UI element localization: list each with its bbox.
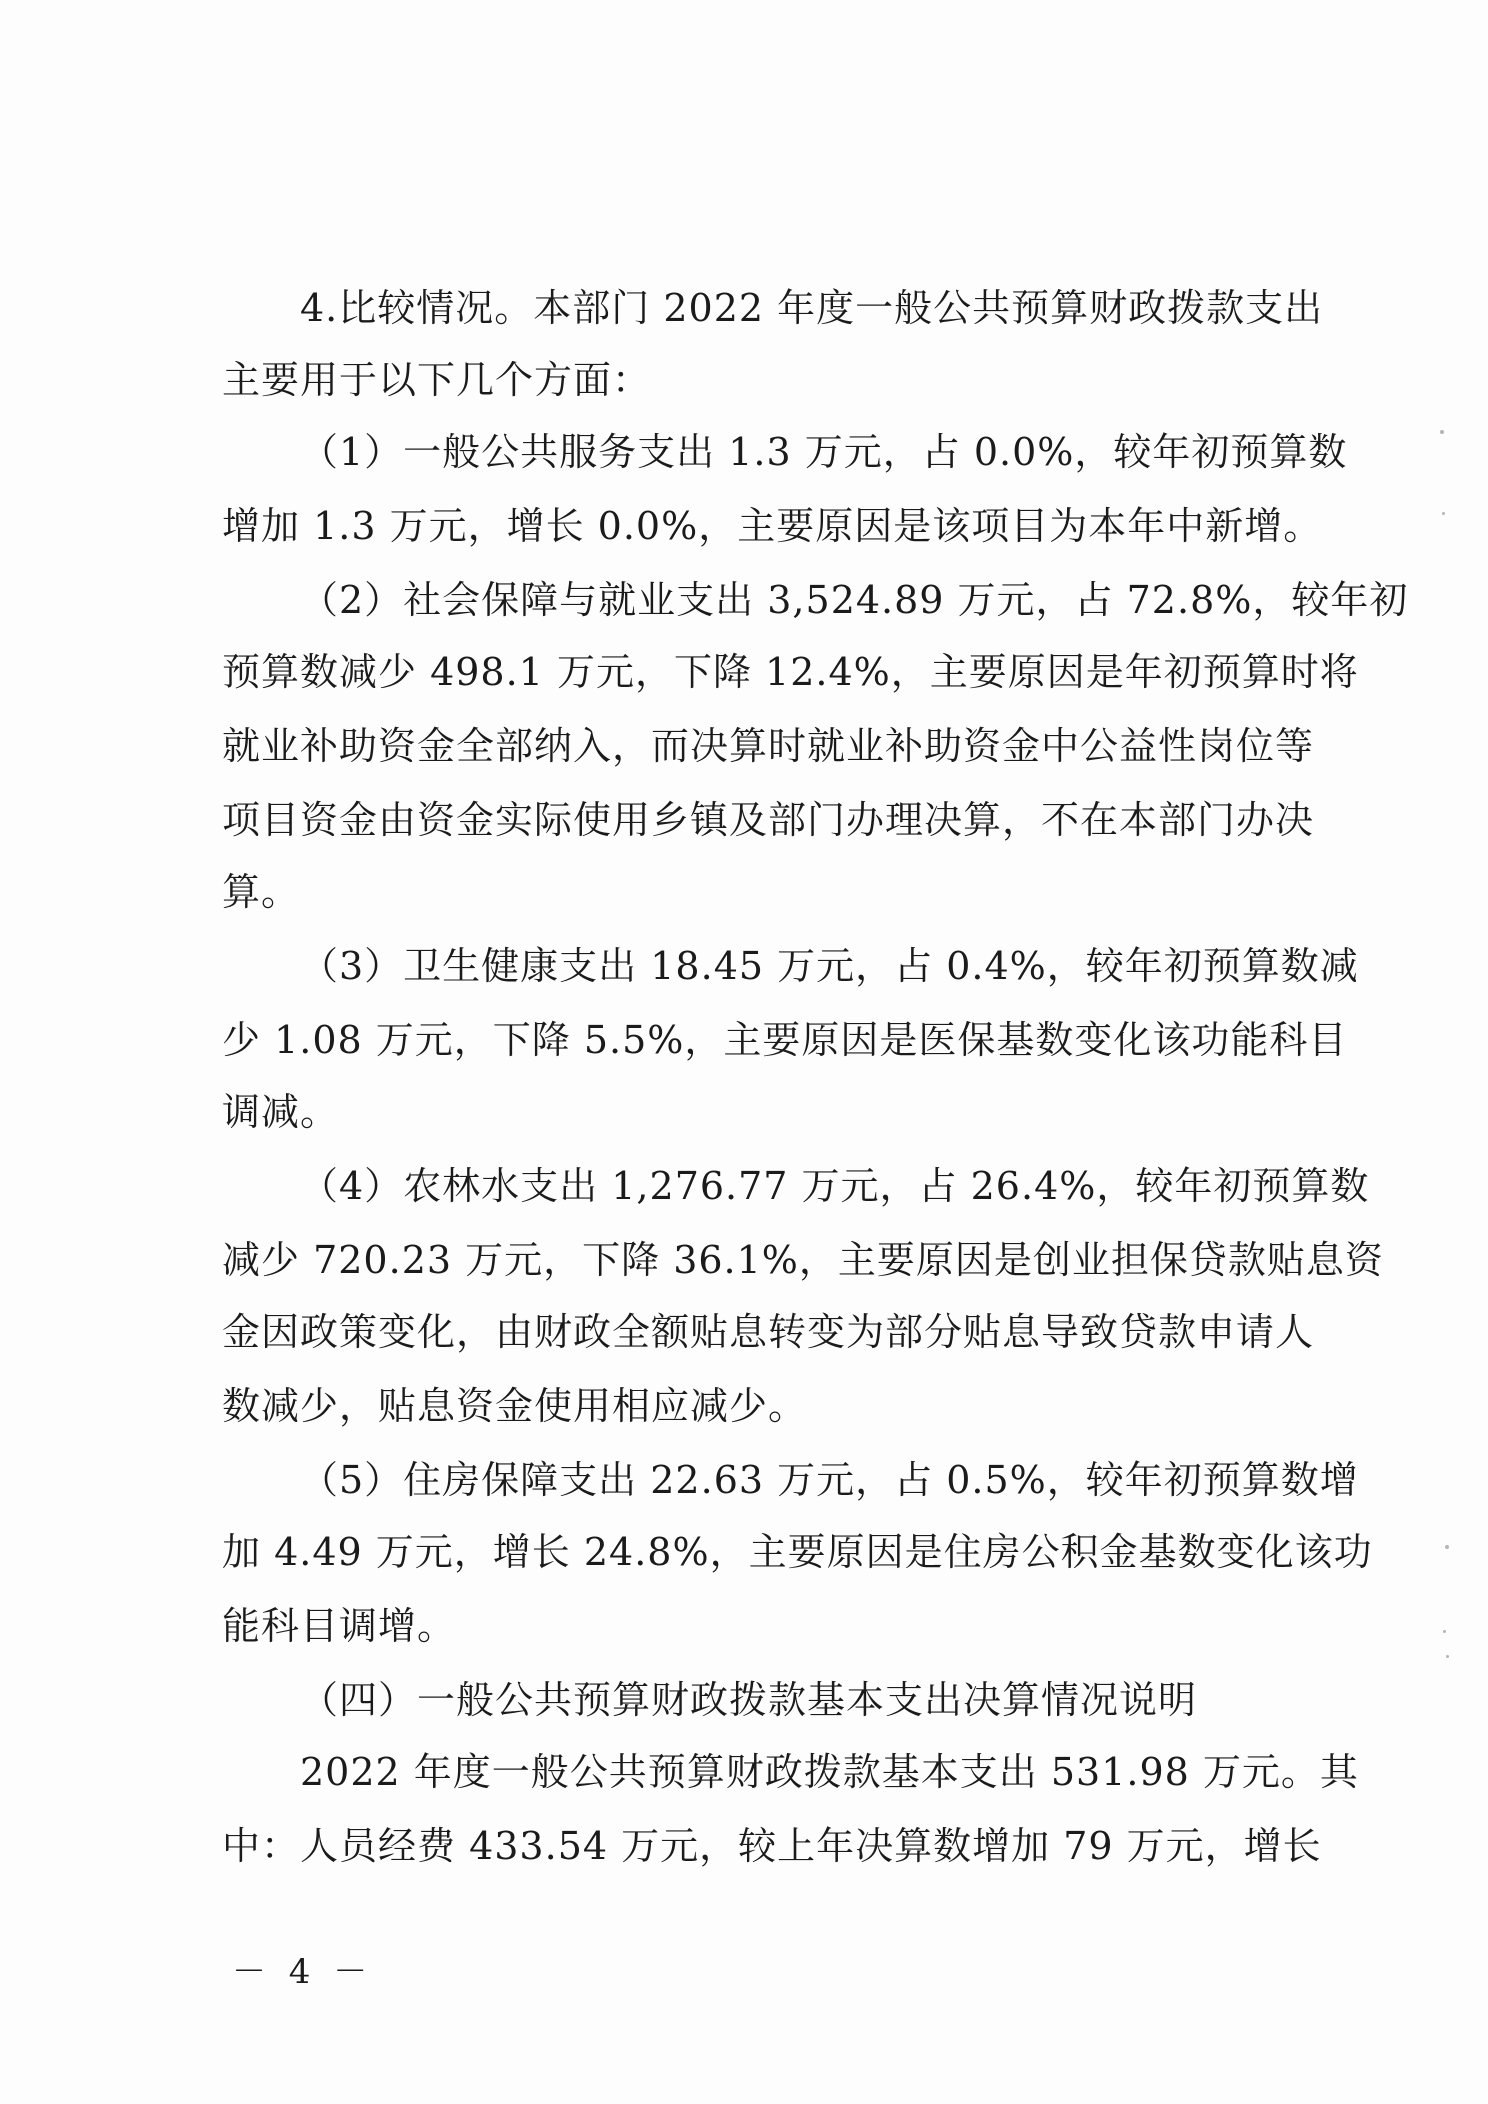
- paragraph-line: 就业补助资金全部纳入，而决算时就业补助资金中公益性岗位等: [222, 724, 1315, 768]
- paragraph-line: 2022 年度一般公共预算财政拨款基本支出 531.98 万元。其: [300, 1750, 1359, 1794]
- paragraph-line: 调减。: [222, 1090, 340, 1134]
- paragraph-line: 能科目调增。: [222, 1604, 457, 1648]
- scan-speck: [1440, 430, 1444, 434]
- scan-speck: [1443, 1630, 1446, 1633]
- paragraph-line: 加 4.49 万元，增长 24.8%，主要原因是住房公积金基数变化该功: [222, 1530, 1373, 1574]
- paragraph-line: （1）一般公共服务支出 1.3 万元，占 0.0%，较年初预算数: [300, 430, 1348, 474]
- section-heading: （四）一般公共预算财政拨款基本支出决算情况说明: [300, 1678, 1198, 1722]
- scan-speck: [1446, 1655, 1449, 1658]
- paragraph-line: 中：人员经费 433.54 万元，较上年决算数增加 79 万元，增长: [222, 1824, 1322, 1868]
- paragraph-line: （5）住房保障支出 22.63 万元，占 0.5%，较年初预算数增: [300, 1458, 1359, 1502]
- paragraph-line: 主要用于以下几个方面：: [222, 358, 652, 402]
- scan-speck: [1442, 512, 1445, 515]
- page-number: － 4 －: [232, 1952, 374, 1992]
- paragraph-line: 金因政策变化，由财政全额贴息转变为部分贴息导致贷款申请人: [222, 1310, 1315, 1354]
- paragraph-line: 增加 1.3 万元，增长 0.0%，主要原因是该项目为本年中新增。: [222, 504, 1323, 548]
- paragraph-line: 算。: [222, 870, 301, 914]
- paragraph-line: 少 1.08 万元，下降 5.5%，主要原因是医保基数变化该功能科目: [222, 1018, 1348, 1062]
- paragraph-line: 项目资金由资金实际使用乡镇及部门办理决算，不在本部门办决: [222, 798, 1315, 842]
- paragraph-line: （2）社会保障与就业支出 3,524.89 万元，占 72.8%，较年初: [300, 578, 1409, 622]
- paragraph-line: 减少 720.23 万元，下降 36.1%，主要原因是创业担保贷款贴息资: [222, 1238, 1384, 1282]
- paragraph-line: 预算数减少 498.1 万元，下降 12.4%，主要原因是年初预算时将: [222, 650, 1359, 694]
- scan-speck: [1445, 1545, 1449, 1549]
- paragraph-line: 4.比较情况。本部门 2022 年度一般公共预算财政拨款支出: [300, 286, 1324, 330]
- paragraph-line: 数减少，贴息资金使用相应减少。: [222, 1384, 808, 1428]
- paragraph-line: （4）农林水支出 1,276.77 万元，占 26.4%，较年初预算数: [300, 1164, 1370, 1208]
- paragraph-line: （3）卫生健康支出 18.45 万元，占 0.4%，较年初预算数减: [300, 944, 1359, 988]
